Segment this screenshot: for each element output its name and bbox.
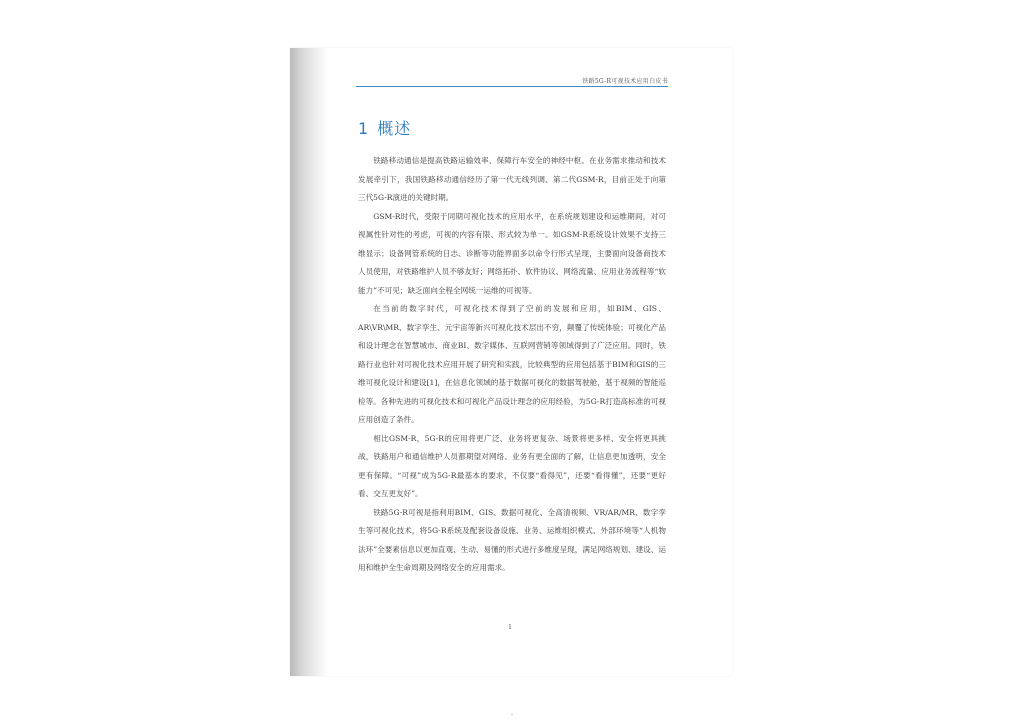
page-number: 1 <box>508 624 512 631</box>
paragraph: 相比GSM-R，5G-R的应用将更广泛、业务将更复杂、场景将更多样、安全将更具挑战，铁路用户和通信维护人员都期望对网络、业务有更全面的了解，让信息更加透明，安全更有保障。“可视”成为5G-R最基本的要求，不仅要“看得见”，还要“看得懂”，还要“更好看、交互更友好”。 <box>358 433 666 498</box>
running-header: 铁路5G-R可视技术应用白皮书 <box>582 78 668 85</box>
chapter-number: 1 <box>358 119 370 138</box>
page-binding-shadow <box>290 48 328 676</box>
body-text <box>358 152 666 578</box>
paragraph: 在当前的数字时代，可视化技术得到了空前的发展和应用，如BIM、GIS、AR\VR\MR、数字孪生、元宇宙等新兴可视化技术层出不穷，颠覆了传统体验；可视化产品和设计理念在智慧城市、商业BI、数字媒体、互联网营销等领域得到了广泛应用。同时，铁路行业也针对可视化技术应用开展了研究和实践，比较典型的应用包括基于BIM和GIS的三维可视化设计和建设[1]，在信息化领域的基于数据可视化的数据驾驶舱，基于视频的智能巡检等。各种先进的可视化技术和可视化产品设计理念的应用经验，为5G-R打造高标准的可视应用创造了条件。 <box>358 304 666 424</box>
paragraph: 铁路5G-R可视是指利用BIM、GIS、数据可视化、全高清视频、VR/AR/MR、数字孪生等可视化技术，将5G-R系统及配套设备设施、业务、运维组织模式、外部环境等“人机物法环”全要素信息以更加直观、生动、易懂的形式进行多维度呈现，满足网络规划、建设、运用和维护全生命周期及网络安全的应用需求。 <box>358 507 666 572</box>
chapter-heading: 概述 <box>377 119 412 138</box>
header-rule <box>356 86 668 87</box>
scroll-indicator <box>511 714 513 715</box>
paragraph: 铁路移动通信是提高铁路运输效率、保障行车安全的神经中枢。在业务需求推动和技术发展牵引下，我国铁路移动通信经历了第一代无线列调、第二代GSM-R，目前正处于向第三代5G-R演进的关键时期。 <box>358 156 666 202</box>
chapter-title <box>358 116 411 139</box>
paragraph: GSM-R时代，受限于同期可视化技术的应用水平，在系统规划建设和运维期间，对可视属性针对性的考虑，可视的内容有限、形式较为单一。如GSM-R系统设计效果不支持三维显示；设备网管系统的日志、诊断等功能界面多以命令行形式呈现，主要面向设备商技术人员使用，对铁路维护人员不够友好；网络拓扑、软件协议、网络流量、应用业务流程等“软能力”不可见；缺乏面向全程全网统一运维的可视等。 <box>358 211 666 295</box>
